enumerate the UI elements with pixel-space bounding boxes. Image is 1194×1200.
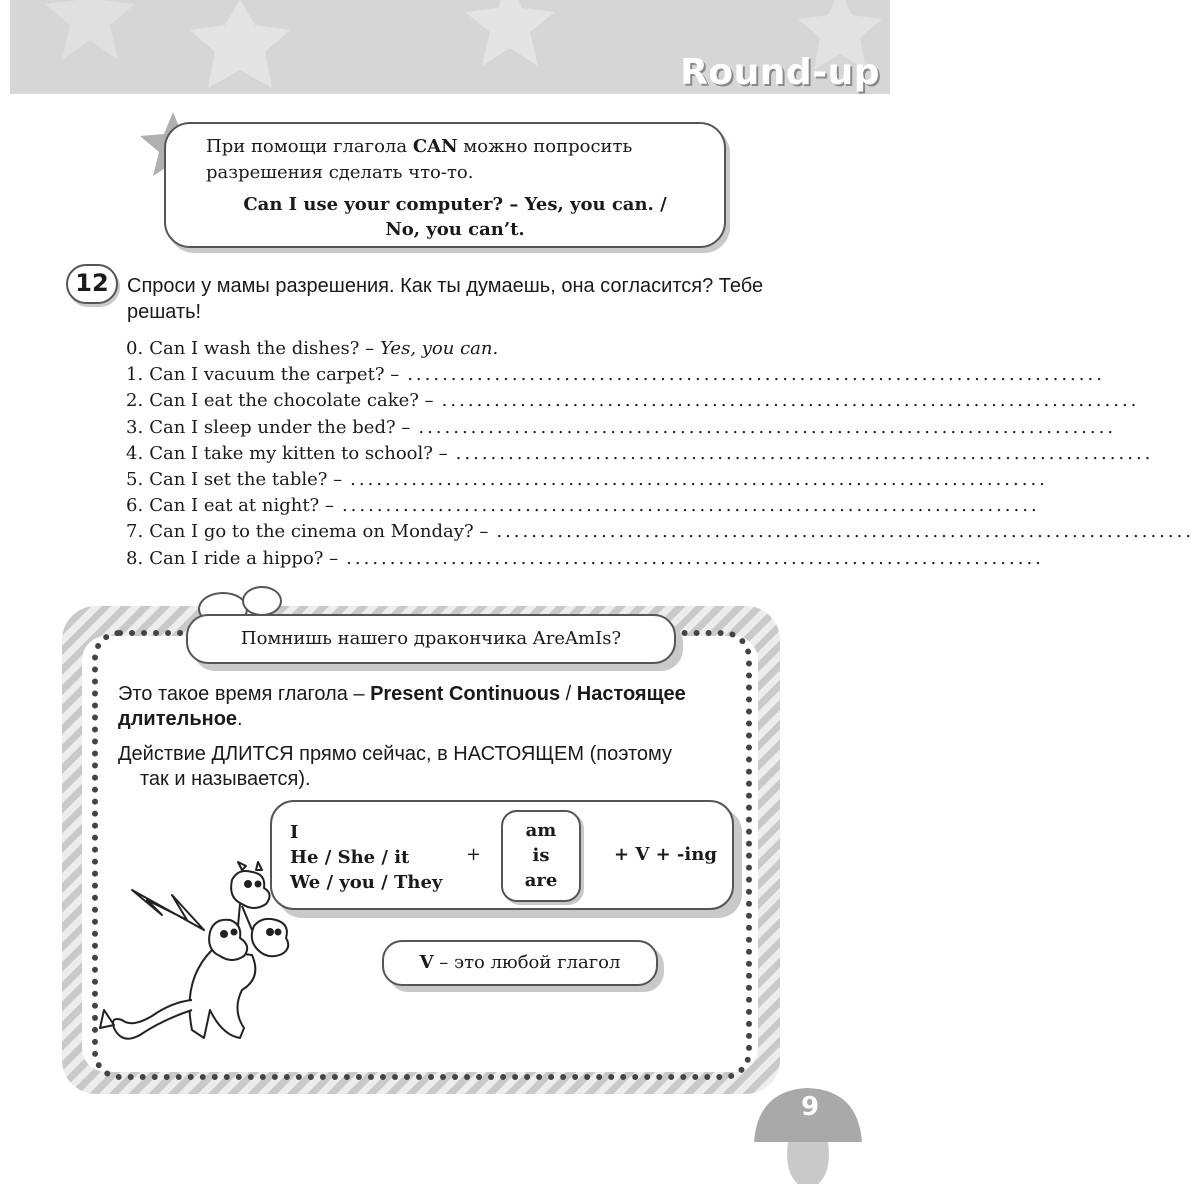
item-question: Can I eat at night? – <box>149 495 334 517</box>
exercise-item <box>126 415 1117 441</box>
exercise-item <box>126 388 1140 414</box>
pronoun: I <box>290 822 299 843</box>
rule-box <box>164 122 726 248</box>
be-verb: are <box>524 870 558 891</box>
exercise-item <box>126 519 1194 545</box>
tense-definition: Это такое время глагола – Present Continuous / Настоящее длительное. <box>118 683 686 730</box>
dragon-head-top <box>231 871 269 908</box>
exercise-item <box>126 441 1154 467</box>
exercise-item <box>126 362 1105 388</box>
exercise-list <box>126 336 1194 572</box>
verb-definition-box: V – это любой глагол <box>382 940 658 986</box>
pronoun-list <box>290 820 442 895</box>
item-question: Can I wash the dishes? – <box>149 338 375 359</box>
dragon-illustration <box>92 860 302 1070</box>
answer-blank[interactable]: ................................................................................ <box>496 521 1194 543</box>
answer-blank[interactable]: ................................................................................ <box>407 364 1105 386</box>
exercise-item <box>126 467 1048 493</box>
answer-blank[interactable]: ................................................................................ <box>350 468 1048 490</box>
item-number: 8. <box>126 547 144 569</box>
exercise-number-badge: 12 <box>66 264 118 304</box>
section-title: Round-up <box>680 52 880 93</box>
pronoun: We / you / They <box>290 872 443 893</box>
item-number: 4. <box>126 442 144 464</box>
item-answer: Yes, you can. <box>380 338 499 359</box>
item-number: 2. <box>126 390 144 412</box>
answer-blank[interactable]: ................................................................................ <box>346 547 1044 569</box>
exercise-instruction: Спроси у мамы разрешения. Как ты думаешь, она согласится? Тебе решать! <box>127 275 764 323</box>
formula-tail: + V + -ing <box>614 844 717 865</box>
item-question: Can I set the table? – <box>149 468 343 490</box>
item-question: Can I take my kitten to school? – <box>149 442 448 464</box>
exercise-item <box>126 493 1040 519</box>
answer-blank[interactable]: ................................................................................ <box>441 390 1140 412</box>
answer-blank[interactable]: ................................................................................ <box>418 416 1117 438</box>
dragon-wing <box>132 890 204 930</box>
exercise-item <box>126 546 1044 572</box>
answer-blank[interactable]: ................................................................................ <box>455 442 1154 464</box>
tense-explanation: Действие ДЛИТСЯ прямо сейчас, в НАСТОЯЩЕМ (поэтому так и называется). <box>118 743 673 790</box>
pronoun: He / She / it <box>290 847 410 868</box>
exercise-item <box>126 336 756 362</box>
header-banner <box>10 0 890 94</box>
formula-box <box>270 800 734 910</box>
item-question: Can I sleep under the bed? – <box>149 416 411 438</box>
item-number: 5. <box>126 468 144 490</box>
dragon-body <box>190 950 256 1038</box>
dragon-tail-tip <box>100 1010 114 1028</box>
speech-bubble: Помнишь нашего дракончика AreAmIs? <box>186 614 676 664</box>
item-number: 3. <box>126 416 144 438</box>
answer-blank[interactable]: ................................................................................ <box>341 495 1040 517</box>
item-question: Can I ride a hippo? – <box>149 547 339 569</box>
dragon-head-left <box>209 920 247 960</box>
item-question: Can I eat the chocolate cake? – <box>149 390 434 412</box>
be-verb-box <box>501 810 581 902</box>
rule-example: Can I use your computer? – Yes, you can. / No, you can’t. <box>243 194 667 240</box>
item-number: 0. <box>126 338 144 359</box>
page-number: 9 <box>800 1092 820 1122</box>
bubble-puff <box>242 586 282 616</box>
dragon-tail <box>113 1000 192 1039</box>
be-verb: is <box>532 845 550 866</box>
rule-text: При помощи глагола CAN можно попросить разрешения сделать что-то. <box>206 136 633 183</box>
dragon-head-right <box>252 919 289 956</box>
plus-sign: + <box>466 844 482 865</box>
item-question: Can I vacuum the carpet? – <box>149 364 400 386</box>
item-question: Can I go to the cinema on Monday? – <box>149 521 489 543</box>
item-number: 7. <box>126 521 144 543</box>
be-verb: am <box>525 820 557 841</box>
item-number: 6. <box>126 495 144 517</box>
item-number: 1. <box>126 364 144 386</box>
